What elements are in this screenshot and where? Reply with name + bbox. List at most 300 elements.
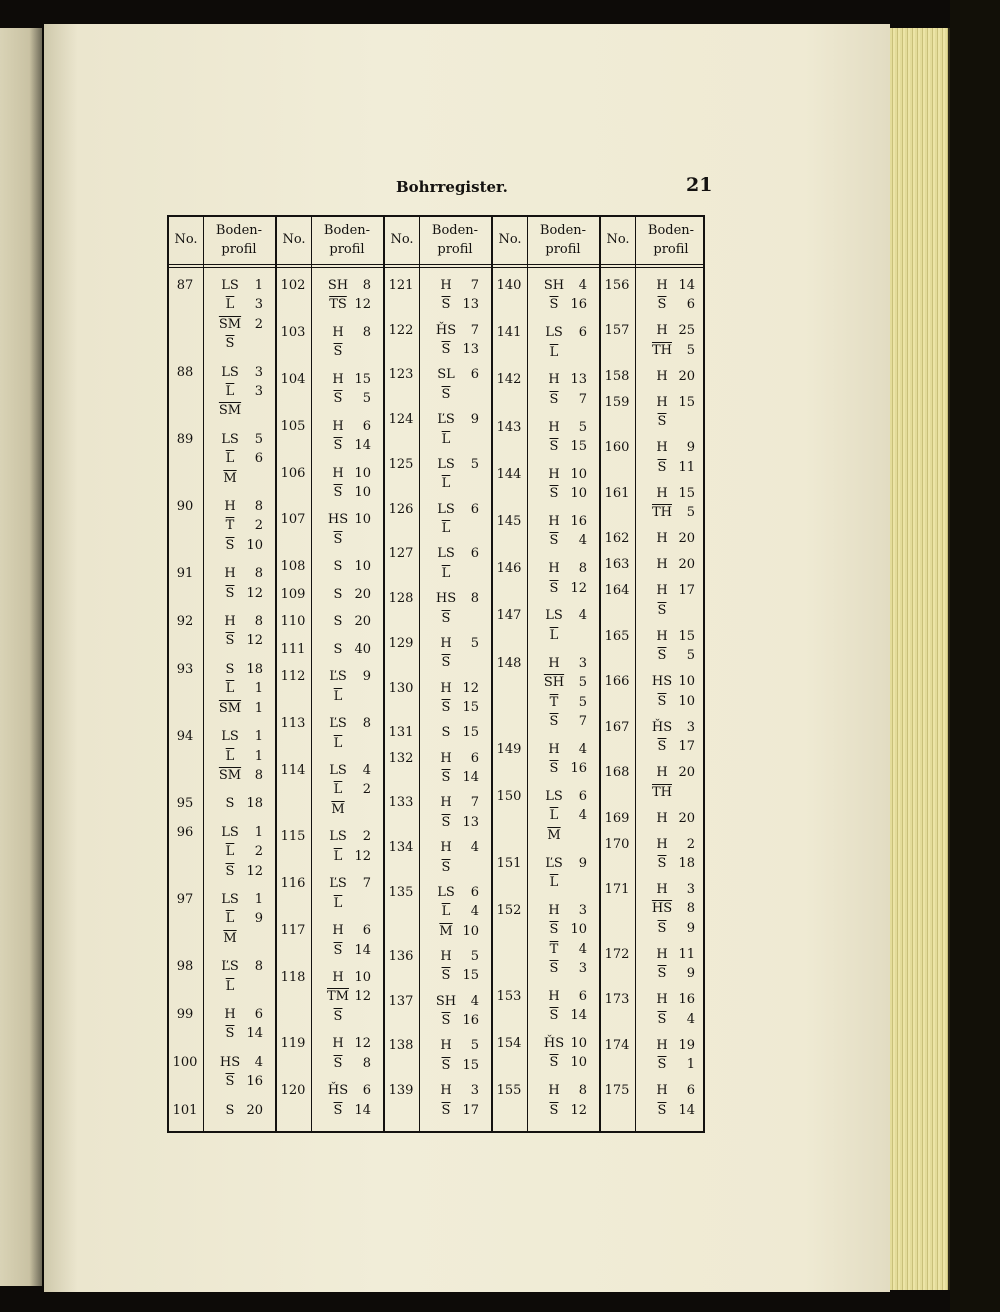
soil-code: $\overline{S}$ bbox=[441, 1057, 451, 1073]
soil-code: $\overline{S}$ bbox=[549, 297, 559, 313]
layer-depth: 8 bbox=[470, 591, 479, 607]
layer-depth: 15 bbox=[570, 439, 587, 455]
soil-code: $\overline{L}$ bbox=[549, 808, 559, 824]
profile-layer bbox=[539, 467, 587, 482]
boring-number: 130 bbox=[388, 680, 414, 696]
layer-depth: 5 bbox=[470, 456, 479, 472]
profile-layer bbox=[323, 896, 371, 911]
boring-number: 118 bbox=[280, 970, 306, 986]
boring-number: 100 bbox=[172, 1054, 198, 1070]
soil-code: H bbox=[656, 485, 668, 501]
layer-depth: 6 bbox=[470, 501, 479, 517]
profile-layer bbox=[647, 947, 695, 962]
boring-number: 163 bbox=[604, 557, 630, 573]
boring-number: 91 bbox=[176, 566, 194, 582]
layer-depth: 40 bbox=[354, 641, 371, 657]
profile-layer bbox=[323, 278, 371, 293]
soil-code: $\overline{TS}$ bbox=[329, 297, 347, 313]
soil-code: $\overline{M}$ bbox=[223, 470, 237, 486]
layer-depth: 6 bbox=[362, 1083, 371, 1099]
soil-code: H bbox=[548, 372, 560, 388]
boring-number: 131 bbox=[388, 725, 414, 741]
profile-layer bbox=[431, 994, 479, 1009]
layer-depth: 8 bbox=[362, 716, 371, 732]
soil-code: SL bbox=[437, 367, 455, 383]
profile-layer bbox=[539, 372, 587, 387]
profile-layer bbox=[431, 815, 479, 830]
soil-code: H bbox=[548, 419, 560, 435]
soil-code: H bbox=[656, 394, 668, 410]
soil-code: $\overline{L}$ bbox=[225, 384, 235, 399]
soil-code: $\overline{L}$ bbox=[549, 344, 559, 360]
profile-layer bbox=[539, 761, 587, 776]
layer-depth: 10 bbox=[354, 970, 371, 986]
layer-depth: 15 bbox=[678, 485, 695, 501]
soil-code: H bbox=[440, 795, 452, 811]
soil-code: LS bbox=[437, 501, 455, 517]
soil-code: $\overline{L}$ bbox=[333, 848, 343, 864]
profile-layer bbox=[215, 1055, 263, 1070]
soil-code: $\overline{S}$ bbox=[441, 386, 451, 402]
layer-depth: 17 bbox=[462, 1102, 479, 1118]
soil-code: S bbox=[225, 1102, 235, 1118]
profile-layer bbox=[431, 278, 479, 293]
boring-number: 101 bbox=[172, 1102, 198, 1118]
soil-code: $\overline{S}$ bbox=[657, 414, 667, 430]
profile-layer bbox=[323, 716, 371, 731]
page-number: 21 bbox=[686, 174, 713, 196]
layer-depth: 9 bbox=[470, 412, 479, 428]
soil-code: $\overline{S}$ bbox=[225, 1026, 235, 1042]
layer-depth: 10 bbox=[678, 674, 695, 690]
profile-layer bbox=[647, 720, 695, 735]
layer-depth: 4 bbox=[470, 993, 479, 1009]
profile-layer bbox=[539, 486, 587, 501]
layer-depth: 12 bbox=[570, 580, 587, 596]
profile-layer bbox=[215, 1026, 263, 1041]
layer-depth: 12 bbox=[354, 989, 371, 1005]
layer-depth: 16 bbox=[678, 992, 695, 1008]
soil-code: ȞS bbox=[543, 1035, 565, 1051]
boring-number: 108 bbox=[280, 559, 306, 575]
layer-depth: 6 bbox=[362, 418, 371, 434]
boring-number: 126 bbox=[388, 501, 414, 517]
profile-layer bbox=[215, 365, 263, 380]
profile-layer bbox=[215, 892, 263, 907]
boring-number: 102 bbox=[280, 278, 306, 293]
profile-layer bbox=[539, 875, 587, 890]
soil-code: $\overline{S}$ bbox=[657, 1057, 667, 1073]
boring-number: 92 bbox=[176, 614, 194, 630]
profile-layer bbox=[323, 587, 371, 602]
boring-number: 117 bbox=[280, 923, 306, 939]
soil-code: $\overline{S}$ bbox=[333, 1008, 343, 1024]
layer-depth: 5 bbox=[578, 675, 587, 691]
profile-layer bbox=[431, 1038, 479, 1053]
boring-number: 87 bbox=[176, 278, 194, 293]
soil-code: H bbox=[332, 923, 344, 939]
no-column-divider bbox=[203, 215, 204, 1133]
soil-code: H bbox=[656, 583, 668, 599]
layer-depth: 4 bbox=[470, 840, 479, 856]
profile-layer bbox=[431, 457, 479, 472]
soil-code: ĽS bbox=[329, 716, 347, 732]
boring-number: 93 bbox=[176, 661, 194, 677]
boring-number: 162 bbox=[604, 531, 630, 547]
header-bodenprofil-line2: profil bbox=[329, 242, 365, 257]
soil-code: LS bbox=[545, 325, 563, 341]
profile-layer bbox=[539, 439, 587, 454]
header-bodenprofil-line1: Boden- bbox=[215, 223, 263, 238]
profile-layer bbox=[647, 1103, 695, 1118]
soil-code: LS bbox=[329, 829, 347, 845]
soil-code: $\overline{S}$ bbox=[657, 920, 667, 936]
layer-depth: 20 bbox=[678, 557, 695, 573]
soil-code: $\overline{L}$ bbox=[441, 904, 451, 920]
layer-depth: 5 bbox=[686, 342, 695, 358]
profile-layer bbox=[323, 829, 371, 844]
profile-layer bbox=[215, 1103, 263, 1118]
soil-code: HS bbox=[219, 1054, 241, 1070]
boring-number: 174 bbox=[604, 1037, 630, 1053]
boring-number: 132 bbox=[388, 750, 414, 766]
soil-code: $\overline{S}$ bbox=[657, 459, 667, 475]
profile-layer bbox=[539, 808, 587, 823]
layer-depth: 14 bbox=[570, 1008, 587, 1024]
layer-depth: 5 bbox=[470, 1038, 479, 1054]
soil-code: $\overline{S}$ bbox=[549, 439, 559, 455]
profile-layer bbox=[539, 278, 587, 293]
profile-layer bbox=[647, 674, 695, 689]
profile-layer bbox=[647, 603, 695, 618]
soil-code: $\overline{S}$ bbox=[441, 342, 451, 358]
soil-code: LS bbox=[329, 763, 347, 779]
profile-layer bbox=[647, 1012, 695, 1027]
layer-depth: 1 bbox=[254, 748, 263, 764]
profile-layer bbox=[431, 681, 479, 696]
soil-code: H bbox=[656, 368, 668, 384]
profile-layer bbox=[647, 486, 695, 501]
profile-layer bbox=[431, 924, 479, 939]
soil-code: ĽS bbox=[329, 876, 347, 892]
layer-depth: 6 bbox=[578, 988, 587, 1004]
profile-layer bbox=[539, 561, 587, 576]
layer-depth: 4 bbox=[578, 608, 587, 624]
boring-number: 121 bbox=[388, 278, 414, 293]
boring-number: 152 bbox=[496, 902, 522, 918]
profile-layer bbox=[323, 614, 371, 629]
layer-depth: 20 bbox=[678, 765, 695, 781]
profile-layer bbox=[647, 648, 695, 663]
layer-depth: 18 bbox=[246, 661, 263, 677]
layer-depth: 9 bbox=[362, 669, 371, 685]
facing-page-edge bbox=[0, 28, 42, 1286]
profile-layer bbox=[647, 901, 695, 916]
profile-layer bbox=[431, 476, 479, 491]
soil-code: $\overline{S}$ bbox=[333, 531, 343, 547]
soil-code: H bbox=[548, 741, 560, 757]
boring-number: 165 bbox=[604, 628, 630, 644]
layer-depth: 7 bbox=[578, 391, 587, 407]
soil-code: LS bbox=[221, 824, 239, 840]
soil-code: $\overline{L}$ bbox=[225, 297, 235, 313]
profile-layer bbox=[647, 1057, 695, 1072]
soil-code: $\overline{HS}$ bbox=[651, 901, 673, 917]
profile-layer bbox=[323, 1103, 371, 1118]
soil-code: ȞS bbox=[651, 719, 673, 735]
boring-number: 134 bbox=[388, 840, 414, 856]
layer-depth: 8 bbox=[254, 614, 263, 630]
soil-code: $\overline{S}$ bbox=[549, 486, 559, 502]
layer-depth: 1 bbox=[254, 700, 263, 716]
profile-layer bbox=[647, 921, 695, 936]
soil-code: H bbox=[548, 514, 560, 530]
soil-code: $\overline{L}$ bbox=[549, 627, 559, 643]
profile-layer bbox=[431, 840, 479, 855]
header-no: No. bbox=[174, 232, 198, 247]
boring-number: 123 bbox=[388, 367, 414, 383]
layer-depth: 9 bbox=[686, 920, 695, 936]
boring-number: 175 bbox=[604, 1083, 630, 1099]
soil-code: $\overline{S}$ bbox=[225, 537, 235, 553]
soil-code: $\overline{S}$ bbox=[657, 693, 667, 709]
header-no: No. bbox=[498, 232, 522, 247]
boring-number: 156 bbox=[604, 278, 630, 293]
profile-layer bbox=[431, 367, 479, 382]
boring-number: 161 bbox=[604, 485, 630, 501]
soil-code: ĽS bbox=[329, 669, 347, 685]
soil-code: $\overline{S}$ bbox=[225, 336, 235, 352]
soil-code: $\overline{SM}$ bbox=[218, 767, 242, 783]
header-bodenprofil bbox=[419, 221, 491, 259]
boring-number: 106 bbox=[280, 465, 306, 481]
profile-layer bbox=[539, 742, 587, 757]
profile-layer bbox=[323, 1056, 371, 1071]
layer-depth: 16 bbox=[570, 761, 587, 777]
layer-depth: 8 bbox=[254, 767, 263, 783]
soil-code: $\overline{L}$ bbox=[225, 844, 235, 860]
layer-depth: 6 bbox=[578, 788, 587, 804]
soil-code: $\overline{SH}$ bbox=[543, 675, 565, 691]
profile-layer bbox=[539, 856, 587, 871]
layer-depth: 7 bbox=[470, 795, 479, 811]
profile-layer bbox=[647, 343, 695, 358]
profile-layer bbox=[323, 923, 371, 938]
boring-number: 146 bbox=[496, 561, 522, 577]
layer-depth: 12 bbox=[246, 585, 263, 601]
boring-number: 119 bbox=[280, 1036, 306, 1052]
soil-code: $\overline{M}$ bbox=[547, 827, 561, 843]
soil-code: $\overline{L}$ bbox=[333, 895, 343, 911]
layer-depth: 8 bbox=[686, 901, 695, 917]
boring-number: 159 bbox=[604, 394, 630, 410]
layer-depth: 10 bbox=[570, 1035, 587, 1051]
profile-layer bbox=[431, 1058, 479, 1073]
layer-depth: 1 bbox=[254, 729, 263, 745]
profile-layer bbox=[215, 701, 263, 716]
profile-layer bbox=[215, 614, 263, 629]
layer-depth: 3 bbox=[254, 364, 263, 380]
soil-code: H bbox=[656, 557, 668, 573]
profile-layer bbox=[215, 979, 263, 994]
soil-code: $\overline{S}$ bbox=[549, 922, 559, 938]
boring-number: 113 bbox=[280, 716, 306, 732]
layer-depth: 11 bbox=[678, 946, 695, 962]
soil-code: H bbox=[656, 323, 668, 339]
profile-layer bbox=[215, 959, 263, 974]
soil-code: H bbox=[656, 836, 668, 852]
boring-number: 147 bbox=[496, 608, 522, 624]
layer-depth: 5 bbox=[578, 419, 587, 435]
soil-code: LS bbox=[221, 729, 239, 745]
boring-number: 111 bbox=[280, 641, 306, 657]
layer-depth: 12 bbox=[354, 297, 371, 313]
layer-depth: 3 bbox=[470, 1083, 479, 1099]
profile-layer bbox=[431, 949, 479, 964]
boring-number: 136 bbox=[388, 949, 414, 964]
boring-number: 171 bbox=[604, 882, 630, 898]
soil-code: S bbox=[225, 796, 235, 812]
soil-code: $\overline{S}$ bbox=[441, 1102, 451, 1118]
soil-code: HS bbox=[327, 512, 349, 528]
header-bodenprofil bbox=[311, 221, 383, 259]
soil-code: H bbox=[440, 750, 452, 766]
soil-code: $\overline{S}$ bbox=[333, 438, 343, 454]
soil-code: S bbox=[333, 641, 343, 657]
no-column-divider bbox=[635, 215, 636, 1133]
soil-code: H bbox=[440, 1083, 452, 1099]
layer-depth: 3 bbox=[578, 655, 587, 671]
profile-layer bbox=[647, 395, 695, 410]
layer-depth: 8 bbox=[254, 499, 263, 515]
soil-code: $\overline{S}$ bbox=[657, 1011, 667, 1027]
profile-layer bbox=[215, 633, 263, 648]
profile-layer bbox=[647, 1083, 695, 1098]
boring-number: 120 bbox=[280, 1083, 306, 1099]
profile-layer bbox=[431, 751, 479, 766]
layer-depth: 14 bbox=[246, 1026, 263, 1042]
profile-layer bbox=[431, 566, 479, 581]
profile-layer bbox=[539, 695, 587, 710]
layer-depth: 10 bbox=[570, 922, 587, 938]
soil-code: $\overline{S}$ bbox=[441, 610, 451, 626]
soil-code: H bbox=[656, 992, 668, 1008]
boring-number: 110 bbox=[280, 614, 306, 630]
profile-layer bbox=[323, 1083, 371, 1098]
layer-depth: 2 bbox=[254, 844, 263, 860]
boring-number: 99 bbox=[176, 1006, 194, 1022]
profile-layer bbox=[215, 1007, 263, 1022]
profile-layer bbox=[215, 586, 263, 601]
layer-depth: 10 bbox=[570, 466, 587, 482]
layer-depth: 10 bbox=[354, 484, 371, 500]
boring-number: 95 bbox=[176, 796, 194, 812]
soil-code: SH bbox=[435, 993, 457, 1009]
profile-layer bbox=[323, 989, 371, 1004]
soil-code: $\overline{M}$ bbox=[331, 801, 345, 817]
header-bodenprofil-line2: profil bbox=[221, 242, 257, 257]
layer-depth: 6 bbox=[254, 451, 263, 467]
boring-number: 137 bbox=[388, 993, 414, 1009]
layer-depth: 1 bbox=[686, 1057, 695, 1073]
profile-layer bbox=[215, 538, 263, 553]
profile-layer bbox=[539, 1103, 587, 1118]
profile-layer bbox=[647, 440, 695, 455]
soil-code: $\overline{M}$ bbox=[439, 923, 453, 939]
profile-layer bbox=[539, 675, 587, 690]
profile-layer bbox=[431, 412, 479, 427]
soil-code: $\overline{TH}$ bbox=[651, 342, 672, 358]
profile-layer bbox=[215, 432, 263, 447]
layer-depth: 15 bbox=[462, 968, 479, 984]
page-block-edges bbox=[890, 28, 950, 1290]
profile-layer bbox=[539, 942, 587, 957]
profile-layer bbox=[539, 392, 587, 407]
profile-layer bbox=[539, 1008, 587, 1023]
profile-layer bbox=[323, 325, 371, 340]
layer-depth: 17 bbox=[678, 583, 695, 599]
profile-layer bbox=[215, 662, 263, 677]
layer-depth: 7 bbox=[362, 876, 371, 892]
soil-code: LS bbox=[437, 884, 455, 900]
layer-depth: 12 bbox=[570, 1102, 587, 1118]
boring-number: 144 bbox=[496, 466, 522, 482]
soil-code: $\overline{L}$ bbox=[225, 451, 235, 467]
layer-depth: 4 bbox=[362, 763, 371, 779]
layer-depth: 6 bbox=[362, 923, 371, 939]
boring-number: 141 bbox=[496, 325, 522, 341]
soil-code: ĽS bbox=[437, 412, 455, 428]
profile-layer bbox=[215, 518, 263, 533]
header-bodenprofil bbox=[527, 221, 599, 259]
profile-layer bbox=[215, 768, 263, 783]
soil-code: H bbox=[656, 531, 668, 547]
profile-layer bbox=[539, 628, 587, 643]
profile-layer bbox=[215, 844, 263, 859]
profile-layer bbox=[431, 904, 479, 919]
profile-layer bbox=[539, 961, 587, 976]
profile-layer bbox=[539, 989, 587, 1004]
soil-code: $\overline{S}$ bbox=[441, 297, 451, 313]
boring-number: 160 bbox=[604, 440, 630, 456]
no-column-divider bbox=[311, 215, 312, 1133]
soil-code: H bbox=[656, 440, 668, 456]
layer-depth: 4 bbox=[686, 1011, 695, 1027]
profile-layer bbox=[431, 521, 479, 536]
soil-code: H bbox=[548, 902, 560, 918]
boring-number: 97 bbox=[176, 891, 194, 907]
profile-layer bbox=[539, 656, 587, 671]
soil-code: $\overline{S}$ bbox=[333, 942, 343, 958]
boring-number: 114 bbox=[280, 763, 306, 779]
profile-layer bbox=[647, 505, 695, 520]
profile-layer bbox=[323, 763, 371, 778]
layer-depth: 4 bbox=[254, 1054, 263, 1070]
soil-code: $\overline{T}$ bbox=[549, 694, 559, 710]
layer-depth: 9 bbox=[578, 855, 587, 871]
profile-layer bbox=[323, 689, 371, 704]
boring-number: 112 bbox=[280, 669, 306, 685]
soil-code: $\overline{S}$ bbox=[549, 761, 559, 777]
soil-code: ĽS bbox=[545, 855, 563, 871]
layer-depth: 25 bbox=[678, 323, 695, 339]
layer-depth: 2 bbox=[254, 518, 263, 534]
profile-layer bbox=[431, 611, 479, 626]
boring-number: 173 bbox=[604, 992, 630, 1008]
header-bodenprofil bbox=[635, 221, 707, 259]
profile-layer bbox=[647, 811, 695, 826]
profile-layer bbox=[431, 860, 479, 875]
